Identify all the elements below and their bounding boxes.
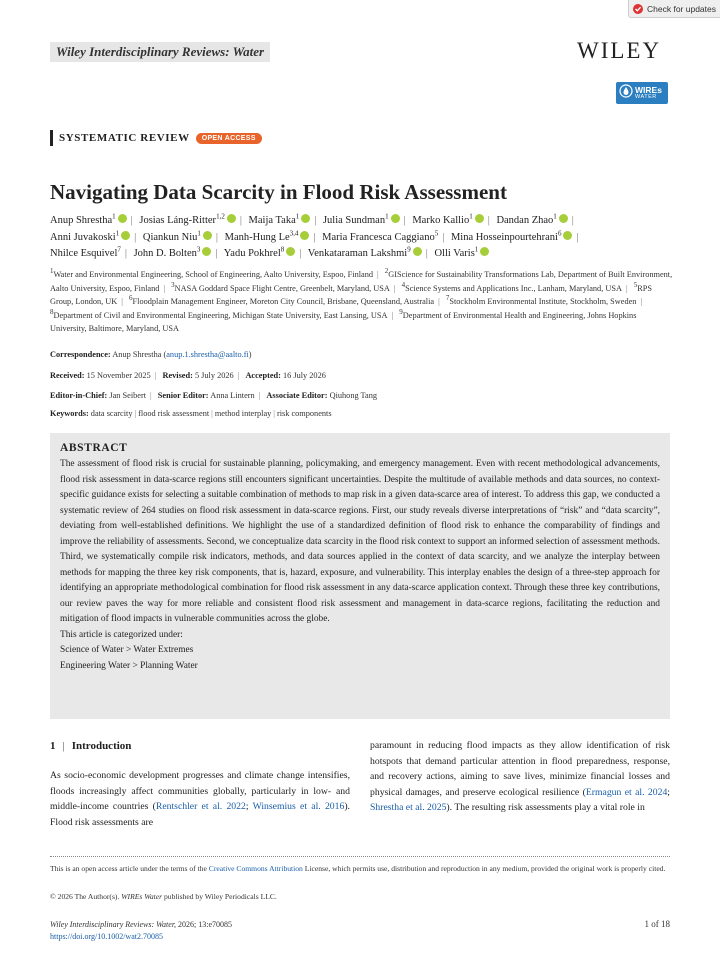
author[interactable]: Julia Sundman$^1$ <box>323 215 400 226</box>
orcid-icon[interactable] <box>475 214 484 223</box>
author[interactable]: Dandan Zhao$^1$ <box>496 215 567 226</box>
abstract-heading: ABSTRACT <box>60 442 128 454</box>
orcid-icon[interactable] <box>301 214 310 223</box>
copyright-note: © 2026 The Author(s). WIREs Water published by Wiley Periodicals LLC. <box>50 892 277 901</box>
affiliation: $^4$Science Systems and Applications Inc., Lanham, Maryland, USA <box>401 280 622 293</box>
orcid-icon[interactable] <box>227 214 236 223</box>
journal-name: Wiley Interdisciplinary Reviews: Water <box>50 42 270 62</box>
orcid-icon[interactable] <box>391 214 400 223</box>
affiliation: $^7$Stockholm Environmental Institute, Stockholm, Sweden <box>445 294 637 307</box>
page-number: 1 of 18 <box>644 919 670 929</box>
author[interactable]: Mina Hosseinpourtehrani$^6$ <box>451 232 573 243</box>
author[interactable]: Marko Kallio$^1$ <box>412 215 483 226</box>
senior-editor: Anna Lintern <box>210 391 255 400</box>
revised-date: 5 July 2026 <box>194 371 234 380</box>
author[interactable]: Qiankun Niu$^1$ <box>143 232 212 243</box>
body-column-right: paramount in reducing flood impacts as they allow identification of risk hotspots that demand particular attention in flood preparedness, response, and recovery actions, aiming to save lives, minimize financial losses and physical damages, and preserve ecological resilience (Ermagun et al. 2024; Shrestha et al. 2025). The resulting risk assessments play a vital role in <box>370 740 670 813</box>
affiliation: $^1$Water and Environmental Engineering, School of Engineering, Aalto University, Espoo, Finland <box>50 267 374 279</box>
check-for-updates-button[interactable] <box>628 0 720 18</box>
author[interactable]: Venkataraman Lakshmi$^9$ <box>308 248 422 259</box>
author[interactable]: Olli Varis$^1$ <box>434 248 489 259</box>
publisher-logo[interactable]: WILEY <box>577 38 662 63</box>
author[interactable]: Josias Láng-Ritter$^{1,2}$ <box>139 215 235 226</box>
affiliation: $^6$Floodplain Management Engineer, Moreton City Council, Brisbane, Queensland, Australia <box>129 294 435 307</box>
orcid-icon[interactable] <box>286 247 295 256</box>
section-heading-introduction: 1 | Introduction <box>50 740 132 752</box>
footnote-divider <box>50 856 670 857</box>
abstract-box <box>50 433 670 719</box>
article-title: Navigating Data Scarcity in Flood Risk Assessment <box>50 180 507 204</box>
body-column-left: As socio-economic development progresses and climate change intensifies, floods increasingly affect communities globally, particularly in low- and middle-income countries (Rentschler et al. 2022; Winsemius et al. 2016). Flood risk assessments are <box>50 770 350 828</box>
affiliation: $^5$RPS Group, London, UK <box>50 280 652 307</box>
citation-link[interactable]: Ermagun et al. 2024 <box>585 786 668 798</box>
orcid-icon[interactable] <box>202 247 211 256</box>
footer-journal: Wiley Interdisciplinary Reviews: Water, <box>50 920 177 929</box>
author-list <box>50 213 675 263</box>
section-number: 1 <box>50 740 56 752</box>
keyword: risk components <box>276 409 332 418</box>
author[interactable]: Anup Shrestha$^1$ <box>50 215 127 226</box>
citation-link[interactable]: Winsemius et al. 2016 <box>252 801 345 812</box>
section-title: Introduction <box>71 740 132 752</box>
abstract-body: The assessment of flood risk is crucial for sustainable planning, policymaking, and emergency management. Even with recent methodological advancements, flood risk assessment in data-scarce regions still encounters significant uncertainties. Despite the multitude of available methods and data sources, no context-specific guidance exists for selecting a suitable combination of methods to map risk in a given data-scarce area of interest. To address this gap, we conducted a systematic review of 264 studies on flood risk assessment in data-scarce regions. First, our study reveals diverse interpretations of “risk” and “data scarcity”, deviating from well-established definitions. We highlight the use of a standardized definition of flood risk to enhance the comparability of findings and improve the reliability of assessments. Second, we conceptualize data scarcity in the flood risk context to support an informed selection of assessment methods. Third, we systematically compile risk indicators, methods, and data sources applied in the context of data scarcity, and we analyze the interplay between methods for mapping the three key risk components, that is, hazard, exposure, and vulnerability. This interplay enables the design of a three-step approach for identifying an appropriate methodological combination for flood risk assessment in any data-scarce application context. Through these three key contributions, our review paves the way for more reliable and consistent flood risk assessment and management in data-scarce regions, facilitating the reduction and mitigation of flood impacts in vulnerable communities across the globe. <box>60 459 660 624</box>
editors: Editor-in-Chief: Jan Seibert | Senior Editor: Anna Lintern | Associate Editor: Qiuhong Tang <box>50 391 378 400</box>
keyword: method interplay <box>214 409 272 418</box>
affiliation: $^9$Department of Environmental Health and Engineering, Johns Hopkins University, Baltimore, Maryland, USA <box>50 308 637 334</box>
citation-footer: Wiley Interdisciplinary Reviews: Water, 2026; 13:e70085 https://doi.org/10.1002/wat2.70085 <box>50 920 233 941</box>
correspondence: Correspondence: Anup Shrestha (anup.1.shrestha@aalto.fi) <box>50 350 252 359</box>
author[interactable]: Yadu Pokhrel$^8$ <box>224 248 295 259</box>
correspondence-email-link[interactable]: anup.1.shrestha@aalto.fi <box>166 350 249 359</box>
author[interactable]: Anni Juvakoski$^1$ <box>50 232 130 243</box>
keyword: flood risk assessment <box>138 409 210 418</box>
keyword: data scarcity <box>90 409 133 418</box>
citation-link[interactable]: Rentschler et al. 2022 <box>155 801 246 812</box>
license-link[interactable]: Creative Commons Attribution <box>208 864 303 873</box>
affiliation: $^3$NASA Goddard Space Flight Centre, Greenbelt, Maryland, USA <box>171 280 390 293</box>
editor-in-chief: Jan Seibert <box>109 391 147 400</box>
wires-badge-sub: WATER <box>635 93 657 100</box>
orcid-icon[interactable] <box>413 247 422 256</box>
open-access-badge: OPEN ACCESS <box>196 133 262 144</box>
article-type-label: SYSTEMATIC REVIEW <box>59 132 190 144</box>
author-line: Nhilce Esquivel$^7$ | John D. Bolten$^3$ | Yadu Pokhrel$^8$ | Venkataraman Lakshmi$^9$ | Olli Varis$^1$ <box>50 246 675 263</box>
license-note: This is an open access article under the terms of the Creative Commons Attribution License, which permits use, distribution and reproduction in any medium, provided the original work is properly cited. <box>50 864 666 873</box>
affiliation: $^8$Department of Civil and Environmental Engineering, Michigan State University, East Lansing, USA <box>50 308 388 320</box>
citation-link[interactable]: Shrestha et al. 2025 <box>370 802 447 813</box>
orcid-icon[interactable] <box>118 214 127 223</box>
check-updates-icon <box>632 3 644 15</box>
correspondence-name: Anup Shrestha <box>112 350 162 359</box>
orcid-icon[interactable] <box>559 214 568 223</box>
doi-link[interactable]: https://doi.org/10.1002/wat2.70085 <box>50 932 163 941</box>
affiliation: $^2$GIScience for Sustainability Transformations Lab, Department of Built Environment, Aalto University, Espoo, Finland <box>50 267 673 293</box>
orcid-icon[interactable] <box>480 247 489 256</box>
check-updates-label: Check for updates <box>647 3 716 14</box>
article-type-bar <box>50 130 53 146</box>
category-item: Science of Water > Water Extremes <box>60 645 194 655</box>
author[interactable]: Manh-Hung Le$^{3,4}$ <box>225 232 310 243</box>
orcid-icon[interactable] <box>121 231 130 240</box>
keywords-label: Keywords: <box>50 409 89 418</box>
correspondence-label: Correspondence: <box>50 350 111 359</box>
author-line: Anup Shrestha$^1$ | Josias Láng-Ritter$^{1,2}$ | Maija Taka$^1$ | Julia Sundman$^1$ | Marko Kallio$^1$ | Dandan Zhao$^1$ | <box>50 212 574 226</box>
categorized-label: This article is categorized under: <box>60 629 183 640</box>
wires-drop-icon <box>619 84 633 103</box>
article-dates: Received: 15 November 2025 | Revised: 5 July 2026 | Accepted: 16 July 2026 <box>50 371 326 380</box>
accepted-date: 16 July 2026 <box>283 371 326 380</box>
orcid-icon[interactable] <box>563 231 572 240</box>
category-item: Engineering Water > Planning Water <box>60 660 198 671</box>
author[interactable]: John D. Bolten$^3$ <box>134 248 212 259</box>
affiliations: $^1$Water and Environmental Engineering, School of Engineering, Aalto University, Espoo, Finland | $^2$GIScience for Sustainability Transformations Lab, Department of Built Environment, Aalto University, Espoo, Finland | $^3$NASA Goddard Space Flight Centre, Greenbelt, Maryland, USA | $^4$Science Systems and Applications Inc., Lanham, Maryland, USA | $^5$RPS Group, London, UK | $^6$Floodplain Management Engineer, Moreton City Council, Brisbane, Queensland, Australia | $^7$Stockholm Environmental Institute, Stockholm, Sweden | $^8$Department of Civil and Environmental Engineering, Michigan State University, East Lansing, USA | $^9$Department of Environmental Health and Engineering, Johns Hopkins University, Baltimore, Maryland, USA <box>50 267 673 334</box>
keywords: Keywords: data scarcity | flood risk assessment | method interplay | risk components <box>50 409 332 418</box>
orcid-icon[interactable] <box>203 231 212 240</box>
author[interactable]: Maija Taka$^1$ <box>249 215 311 226</box>
author[interactable]: Maria Francesca Caggiano$^5$ <box>322 229 439 243</box>
author-line: Anni Juvakoski$^1$ | Qiankun Niu$^1$ | Manh-Hung Le$^{3,4}$ | Maria Francesca Caggiano$^5$ | Mina Hosseinpourtehrani$^6$ | <box>50 229 579 243</box>
wires-badge-main: WIREs <box>635 85 662 95</box>
article-type <box>50 130 262 146</box>
wires-water-logo[interactable] <box>616 82 668 104</box>
author[interactable]: Nhilce Esquivel$^7$ <box>50 245 121 259</box>
associate-editor: Qiuhong Tang <box>329 391 378 400</box>
orcid-icon[interactable] <box>300 231 309 240</box>
received-date: 15 November 2025 <box>86 371 151 380</box>
